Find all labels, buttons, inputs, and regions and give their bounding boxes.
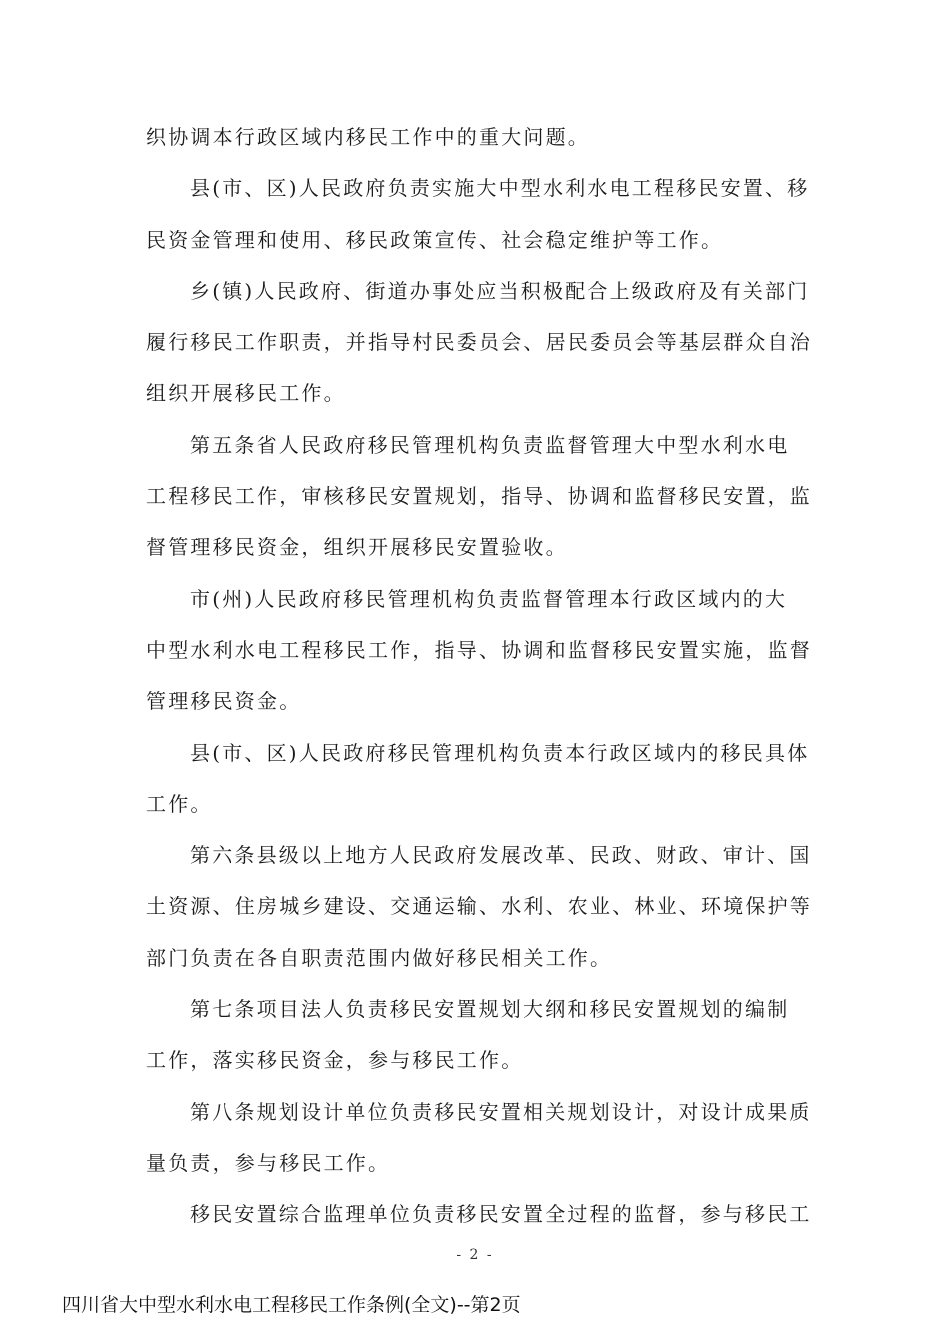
text-line: 民资金管理和使用、移民政策宣传、社会稳定维护等工作。 [146,227,724,252]
text-line: 督管理移民资金，组织开展移民安置验收。 [146,535,568,560]
text-line: 管理移民资金。 [146,689,302,714]
text-line: 部门负责在各自职责范围内做好移民相关工作。 [146,945,613,970]
text-line: 履行移民工作职责，并指导村民委员会、居民委员会等基层群众自治 [146,330,812,355]
text-line: 第八条规划设计单位负责移民安置相关规划设计，对设计成果质 [190,1099,812,1124]
text-line: 市(州)人民政府移民管理机构负责监督管理本行政区域内的大 [190,586,788,611]
text-line: 量负责，参与移民工作。 [146,1150,391,1175]
text-line: 中型水利水电工程移民工作，指导、协调和监督移民安置实施，监督 [146,637,812,662]
text-line: 乡(镇)人民政府、街道办事处应当积极配合上级政府及有关部门 [190,278,810,303]
text-line: 第五条省人民政府移民管理机构负责监督管理大中型水利水电 [190,432,790,457]
page-number: - 2 - [456,1247,494,1263]
document-body [146,112,812,1241]
text-line: 组织开展移民工作。 [146,381,346,406]
text-line: 移民安置综合监理单位负责移民安置全过程的监督，参与移民工 [190,1202,812,1227]
text-line: 县(市、区)人民政府负责实施大中型水利水电工程移民安置、移 [190,176,810,201]
footer-title: 四川省大中型水利水电工程移民工作条例(全文)--第2页 [62,1294,521,1316]
text-line: 织协调本行政区域内移民工作中的重大问题。 [146,125,590,149]
text-line: 工作。 [146,791,213,816]
text-line: 工程移民工作，审核移民安置规划，指导、协调和监督移民安置，监 [146,484,812,509]
text-line: 县(市、区)人民政府移民管理机构负责本行政区域内的移民具体 [190,740,810,765]
text-line: 第七条项目法人负责移民安置规划大纲和移民安置规划的编制 [190,997,790,1022]
text-line: 工作，落实移民资金，参与移民工作。 [146,1048,524,1073]
text-line: 第六条县级以上地方人民政府发展改革、民政、财政、审计、国 [190,843,812,868]
text-line: 土资源、住房城乡建设、交通运输、水利、农业、林业、环境保护等 [146,894,812,919]
